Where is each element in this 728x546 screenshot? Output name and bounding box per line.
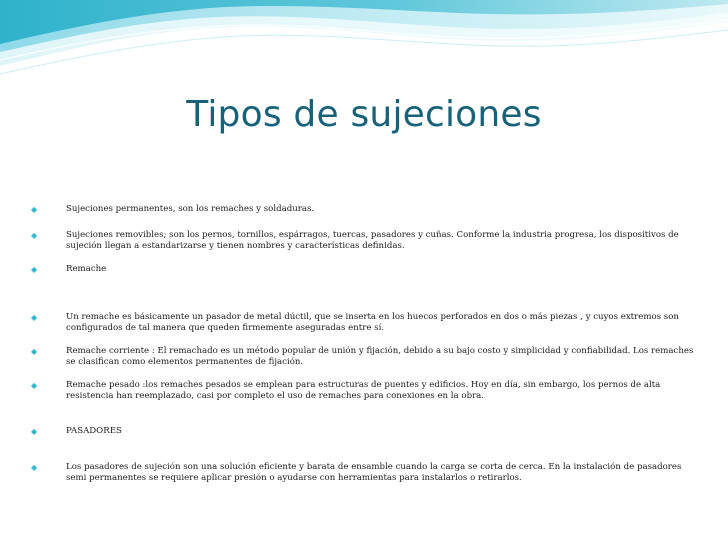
bullet-text: Un remache es básicamente un pasador de metal dúctil, que se inserta en los huecos perforados en dos o más piezas , y cuyos extremos son configurados de tal manera que queden firmemente aseguradas entre sí. [66, 312, 679, 333]
diamond-bullet-icon: ◆ [31, 427, 38, 436]
diamond-bullet-icon: ◆ [31, 381, 38, 390]
diamond-bullet-icon: ◆ [31, 313, 38, 322]
slide-title: Tipos de sujeciones [186, 94, 542, 135]
bullet-text: Remache corriente : El remachado es un método popular de unión y fijación, debido a su bajo costo y simplicidad y confiabilidad. Los remaches se clasifican como elementos permanentes de fijación. [66, 346, 694, 367]
diamond-bullet-icon: ◆ [31, 265, 38, 274]
bullet-text: PASADORES [66, 426, 122, 436]
bullet-text: Sujeciones removibles; son los pernos, tornillos, espárragos, tuercas, pasadores y cuñas. Conforme la industria progresa, los dispositivos de sujeción llegan a estandarizarse y tienen nombres y características definidas. [66, 230, 679, 251]
diamond-bullet-icon: ◆ [31, 347, 38, 356]
bullet-text: Sujeciones permanentes, son los remaches y soldaduras. [66, 204, 315, 214]
bullet-text: Los pasadores de sujeción son una solución eficiente y barata de ensamble cuando la carga se corta de cerca. En la instalación de pasadores semi permanentes se requiere aplicar presión o ayudarse con herramientas para instalarlos o retirarlos. [66, 462, 682, 483]
diamond-bullet-icon: ◆ [31, 231, 38, 240]
diamond-bullet-icon: ◆ [31, 205, 38, 214]
bullet-text: Remache pesado :los remaches pesados se emplean para estructuras de puentes y edificios. Hoy en día, sin embargo, los pernos de alta resistencia han reemplazado, casi por completo el uso de remaches para conexiones en la obra. [66, 380, 661, 401]
diamond-bullet-icon: ◆ [31, 463, 38, 472]
bullet-text: Remache [66, 264, 107, 274]
